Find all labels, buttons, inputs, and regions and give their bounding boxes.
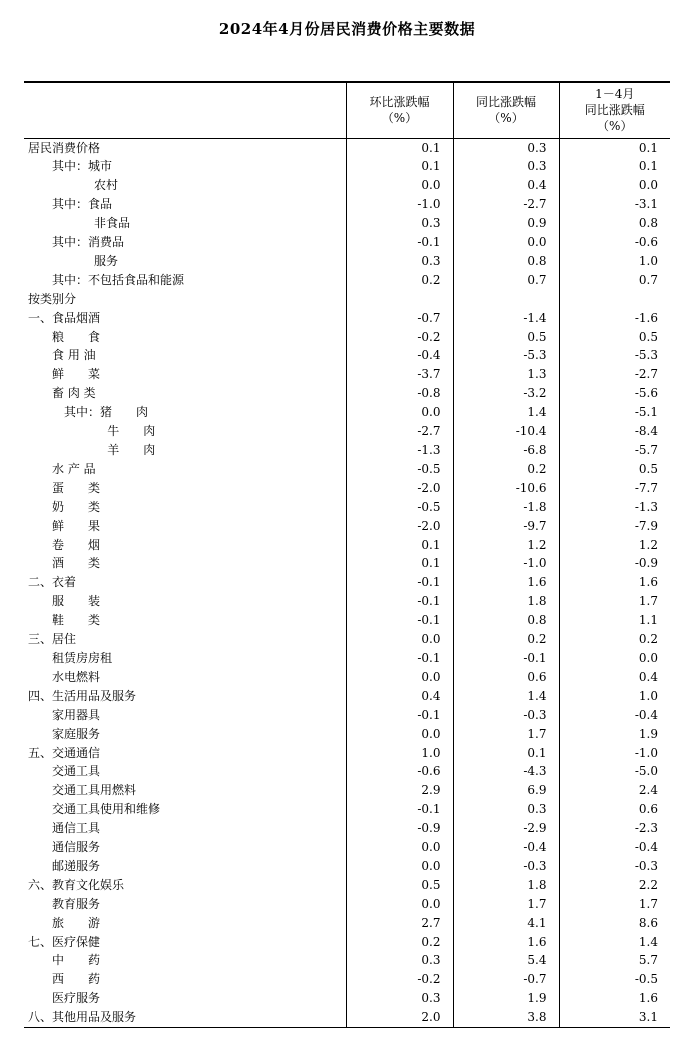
row-yoy-value: 0.3 <box>453 138 559 157</box>
row-mom-value: 0.0 <box>346 630 453 649</box>
table-row <box>24 744 670 763</box>
row-label: 通信服务 <box>52 840 101 855</box>
row-label: 酒 类 <box>52 556 101 571</box>
row-yoy-value: -10.6 <box>453 479 559 498</box>
row-label: 教育服务 <box>52 896 101 911</box>
table-row <box>24 573 670 592</box>
row-label: 八、其他用品及服务 <box>24 1008 346 1027</box>
table-row <box>24 195 670 214</box>
row-mom-value: 2.9 <box>346 781 453 800</box>
row-yoy-value: 0.1 <box>453 744 559 763</box>
row-label: 农村 <box>94 178 119 193</box>
row-label: 非食品 <box>94 216 131 231</box>
row-ytd-value: 0.7 <box>559 271 670 290</box>
row-ytd-value: -0.3 <box>559 857 670 876</box>
row-ytd-value: -1.6 <box>559 309 670 328</box>
row-yoy-value: 1.3 <box>453 365 559 384</box>
row-yoy-value: 0.7 <box>453 271 559 290</box>
row-label: 家用器具 <box>52 707 101 722</box>
row-mom-value: -0.9 <box>346 819 453 838</box>
row-yoy-value: 4.1 <box>453 914 559 933</box>
row-yoy-value: 1.8 <box>453 592 559 611</box>
row-mom-value: 0.1 <box>346 138 453 157</box>
row-yoy-value: -0.1 <box>453 649 559 668</box>
table-row <box>24 403 670 422</box>
table-row <box>24 592 670 611</box>
row-mom-value: -2.7 <box>346 422 453 441</box>
header-mom <box>346 82 453 138</box>
row-label: 西 药 <box>52 972 101 987</box>
row-label: 五、交通通信 <box>28 745 101 760</box>
row-mom-value: -0.6 <box>346 762 453 781</box>
row-ytd-value: 0.0 <box>559 649 670 668</box>
row-ytd-value: 0.5 <box>559 328 670 347</box>
row-label: 羊 肉 <box>107 443 156 457</box>
row-yoy-value: -3.2 <box>453 384 559 403</box>
row-label: 粮 食 <box>52 329 101 344</box>
table-row <box>24 838 670 857</box>
row-mom-value: 0.1 <box>346 536 453 555</box>
row-mom-value <box>346 290 453 309</box>
row-ytd-value: 1.6 <box>559 989 670 1008</box>
row-label: 鲜 果 <box>52 518 101 533</box>
table-row <box>24 989 670 1008</box>
row-mom-value: -0.1 <box>346 800 453 819</box>
row-mom-value: -1.0 <box>346 195 453 214</box>
row-label: 居民消费价格 <box>28 140 101 155</box>
row-label: 交通工具使用和维修 <box>52 802 161 817</box>
row-mom-value: 0.0 <box>346 668 453 687</box>
row-label: 旅 游 <box>52 915 101 930</box>
row-mom-value: 0.1 <box>346 157 453 176</box>
row-yoy-value: 0.3 <box>453 157 559 176</box>
table-row <box>24 970 670 989</box>
table-row <box>24 876 670 895</box>
row-mom-value: 0.2 <box>346 271 453 290</box>
row-yoy-value: 1.9 <box>453 989 559 1008</box>
table-row <box>24 271 670 290</box>
row-yoy-value: -0.4 <box>453 838 559 857</box>
row-label: 其中：食品 <box>52 197 113 212</box>
row-ytd-value: -0.9 <box>559 554 670 573</box>
row-mom-value: 0.0 <box>346 725 453 744</box>
row-yoy-value: 3.8 <box>453 1008 559 1027</box>
row-ytd-value: -8.4 <box>559 422 670 441</box>
row-label: 服 装 <box>52 594 101 609</box>
row-yoy-value: 0.2 <box>453 630 559 649</box>
row-yoy-value: 1.2 <box>453 536 559 555</box>
page-title: 2024年4月份居民消费价格主要数据 <box>218 20 476 38</box>
table-row <box>24 1008 670 1027</box>
row-label: 七、医疗保健 <box>28 934 101 949</box>
row-mom-value: 0.1 <box>346 554 453 573</box>
row-ytd-value: 1.9 <box>559 725 670 744</box>
row-label: 鲜 菜 <box>52 367 101 382</box>
row-yoy-value: 0.6 <box>453 668 559 687</box>
row-ytd-value: 0.1 <box>559 138 670 157</box>
header-ytd <box>559 82 670 138</box>
row-yoy-value: -5.3 <box>453 346 559 365</box>
row-ytd-value: -5.7 <box>559 441 670 460</box>
row-label: 一、食品烟酒 <box>28 310 101 325</box>
row-label: 通信工具 <box>52 821 101 836</box>
row-ytd-value: 2.4 <box>559 781 670 800</box>
row-ytd-value: -5.6 <box>559 384 670 403</box>
row-ytd-value: 0.4 <box>559 668 670 687</box>
table-row <box>24 290 670 309</box>
row-yoy-value: -0.3 <box>453 706 559 725</box>
row-ytd-value: -2.7 <box>559 365 670 384</box>
table-row <box>24 384 670 403</box>
row-yoy-value: 1.8 <box>453 876 559 895</box>
table-row <box>24 706 670 725</box>
row-yoy-value: -2.9 <box>453 819 559 838</box>
row-ytd-value: -3.1 <box>559 195 670 214</box>
row-ytd-value: 1.7 <box>559 895 670 914</box>
row-label: 医疗服务 <box>52 991 101 1006</box>
table-row <box>24 176 670 195</box>
row-yoy-value: 0.8 <box>453 252 559 271</box>
row-yoy-value: 1.6 <box>453 573 559 592</box>
row-yoy-value <box>453 290 559 309</box>
row-mom-value: 0.2 <box>346 933 453 952</box>
table-row <box>24 781 670 800</box>
row-ytd-value: 1.1 <box>559 611 670 630</box>
row-ytd-value: 1.4 <box>559 933 670 952</box>
header-ytd-period: 1－4月 <box>595 87 635 102</box>
row-mom-value: 1.0 <box>346 744 453 763</box>
row-label: 服务 <box>94 253 119 268</box>
row-yoy-value: 0.2 <box>453 460 559 479</box>
row-mom-value: 0.3 <box>346 252 453 271</box>
row-yoy-value: 0.9 <box>453 214 559 233</box>
table-row <box>24 649 670 668</box>
row-mom-value: 0.4 <box>346 687 453 706</box>
row-yoy-value: -2.7 <box>453 195 559 214</box>
table-row <box>24 252 670 271</box>
row-yoy-value: 1.6 <box>453 933 559 952</box>
row-label: 四、生活用品及服务 <box>28 688 137 703</box>
row-yoy-value: -1.4 <box>453 309 559 328</box>
row-ytd-value: 0.6 <box>559 800 670 819</box>
row-mom-value: 0.0 <box>346 403 453 422</box>
table-row <box>24 819 670 838</box>
row-label: 水电燃料 <box>52 669 101 684</box>
row-label: 畜 肉 类 <box>52 386 96 401</box>
table-row <box>24 328 670 347</box>
row-label: 其中：城市 <box>52 159 113 174</box>
row-label: 蛋 类 <box>52 480 101 495</box>
row-label: 中 药 <box>52 953 101 968</box>
row-mom-value: -0.2 <box>346 328 453 347</box>
row-label: 食 用 油 <box>52 348 96 363</box>
table-row <box>24 762 670 781</box>
table-row <box>24 214 670 233</box>
table-row <box>24 554 670 573</box>
row-mom-value: -0.4 <box>346 346 453 365</box>
row-ytd-value: 5.7 <box>559 951 670 970</box>
header-yoy-unit: （%） <box>488 111 524 126</box>
table-row <box>24 498 670 517</box>
row-ytd-value: -0.6 <box>559 233 670 252</box>
row-mom-value: -3.7 <box>346 365 453 384</box>
row-ytd-value: -1.3 <box>559 498 670 517</box>
table-row <box>24 441 670 460</box>
row-ytd-value: 0.8 <box>559 214 670 233</box>
table-row <box>24 630 670 649</box>
row-ytd-value: -5.1 <box>559 403 670 422</box>
row-label: 鞋 类 <box>52 613 101 628</box>
row-yoy-value: -4.3 <box>453 762 559 781</box>
row-label: 二、衣着 <box>28 575 77 590</box>
row-yoy-value: 0.8 <box>453 611 559 630</box>
row-ytd-value: 0.1 <box>559 157 670 176</box>
row-ytd-value: -7.9 <box>559 517 670 536</box>
row-ytd-value: 1.0 <box>559 252 670 271</box>
row-mom-value: -0.5 <box>346 498 453 517</box>
table-row <box>24 233 670 252</box>
row-label: 其中：不包括食品和能源 <box>52 272 185 287</box>
row-ytd-value: -7.7 <box>559 479 670 498</box>
row-mom-value: 0.0 <box>346 895 453 914</box>
row-mom-value: -0.1 <box>346 592 453 611</box>
row-ytd-value: 1.6 <box>559 573 670 592</box>
row-ytd-value: -5.0 <box>559 762 670 781</box>
table-row <box>24 611 670 630</box>
row-mom-value: -0.1 <box>346 706 453 725</box>
row-label: 牛 肉 <box>107 424 156 439</box>
row-label: 其中：消费品 <box>52 235 125 250</box>
row-ytd-value: -1.0 <box>559 744 670 763</box>
row-yoy-value: 1.4 <box>453 403 559 422</box>
row-ytd-value: 0.0 <box>559 176 670 195</box>
row-yoy-value: 1.4 <box>453 687 559 706</box>
row-label: 交通工具 <box>52 764 101 779</box>
row-label: 家庭服务 <box>52 726 101 741</box>
row-yoy-value: -1.8 <box>453 498 559 517</box>
row-mom-value: -2.0 <box>346 517 453 536</box>
row-label: 水 产 品 <box>52 461 96 476</box>
row-ytd-value: 1.2 <box>559 536 670 555</box>
row-yoy-value: 1.7 <box>453 895 559 914</box>
row-label: 按类别分 <box>28 291 77 306</box>
row-label: 六、教育文化娱乐 <box>28 877 125 892</box>
row-ytd-value: -0.4 <box>559 838 670 857</box>
row-mom-value: 0.0 <box>346 857 453 876</box>
row-mom-value: 2.7 <box>346 914 453 933</box>
row-mom-value: -1.3 <box>346 441 453 460</box>
row-ytd-value: -0.5 <box>559 970 670 989</box>
row-yoy-value: 6.9 <box>453 781 559 800</box>
header-ytd-unit: （%） <box>597 119 633 134</box>
table-row <box>24 365 670 384</box>
row-yoy-value: 5.4 <box>453 951 559 970</box>
row-yoy-value: 0.0 <box>453 233 559 252</box>
row-yoy-value: -6.8 <box>453 441 559 460</box>
table-row <box>24 536 670 555</box>
header-yoy-title: 同比涨跌幅 <box>475 95 536 110</box>
row-ytd-value: -5.3 <box>559 346 670 365</box>
table-row <box>24 687 670 706</box>
row-mom-value: -0.1 <box>346 649 453 668</box>
row-mom-value: -0.8 <box>346 384 453 403</box>
header-ytd-title: 同比涨跌幅 <box>584 103 645 118</box>
table-row <box>24 309 670 328</box>
row-mom-value: 0.3 <box>346 214 453 233</box>
table-row <box>24 857 670 876</box>
row-label: 卷 烟 <box>52 537 101 552</box>
row-yoy-value: 1.7 <box>453 725 559 744</box>
table-row <box>24 460 670 479</box>
row-label: 三、居住 <box>28 632 77 647</box>
row-yoy-value: 0.5 <box>453 328 559 347</box>
row-mom-value: 0.3 <box>346 951 453 970</box>
row-mom-value: -0.1 <box>346 611 453 630</box>
table-row <box>24 517 670 536</box>
row-yoy-value: -0.3 <box>453 857 559 876</box>
table-row <box>24 933 670 952</box>
table-row <box>24 157 670 176</box>
row-ytd-value: -2.3 <box>559 819 670 838</box>
row-mom-value: 0.0 <box>346 838 453 857</box>
row-ytd-value: 1.7 <box>559 592 670 611</box>
table-row <box>24 138 670 157</box>
row-yoy-value: 0.3 <box>453 800 559 819</box>
table-row <box>24 725 670 744</box>
header-mom-unit: （%） <box>381 111 418 126</box>
row-mom-value: -0.2 <box>346 970 453 989</box>
row-yoy-value: -9.7 <box>453 517 559 536</box>
row-ytd-value: 8.6 <box>559 914 670 933</box>
row-mom-value: -0.7 <box>346 309 453 328</box>
row-mom-value: 0.3 <box>346 989 453 1008</box>
table-header-row <box>24 82 670 138</box>
row-label: 奶 类 <box>52 499 101 514</box>
row-label: 交通工具用燃料 <box>52 783 137 798</box>
table-row <box>24 346 670 365</box>
row-yoy-value: -1.0 <box>453 554 559 573</box>
row-mom-value: -0.5 <box>346 460 453 479</box>
table-row <box>24 479 670 498</box>
row-label: 邮递服务 <box>52 858 101 873</box>
row-ytd-value: 0.2 <box>559 630 670 649</box>
row-mom-value: 0.5 <box>346 876 453 895</box>
row-ytd-value: 1.0 <box>559 687 670 706</box>
table-row <box>24 800 670 819</box>
row-ytd-value: 3.1 <box>559 1008 670 1027</box>
row-mom-value: -0.1 <box>346 233 453 252</box>
row-ytd-value <box>559 290 670 309</box>
header-item-column <box>24 82 346 138</box>
row-label: 其中：猪 肉 <box>64 405 149 420</box>
table-row <box>24 668 670 687</box>
row-yoy-value: -10.4 <box>453 422 559 441</box>
row-ytd-value: -0.4 <box>559 706 670 725</box>
header-yoy <box>453 82 559 138</box>
row-label: 租赁房房租 <box>52 650 113 665</box>
header-mom-title: 环比涨跌幅 <box>369 95 430 110</box>
row-yoy-value: 0.4 <box>453 176 559 195</box>
row-ytd-value: 2.2 <box>559 876 670 895</box>
row-mom-value: -0.1 <box>346 573 453 592</box>
row-ytd-value: 0.5 <box>559 460 670 479</box>
table-body <box>24 138 670 1028</box>
row-mom-value: -2.0 <box>346 479 453 498</box>
cpi-table <box>24 81 670 1028</box>
row-mom-value: 0.0 <box>346 176 453 195</box>
table-row <box>24 895 670 914</box>
table-row <box>24 914 670 933</box>
table-row <box>24 951 670 970</box>
row-mom-value: 2.0 <box>346 1008 453 1027</box>
table-row <box>24 422 670 441</box>
row-yoy-value: -0.7 <box>453 970 559 989</box>
